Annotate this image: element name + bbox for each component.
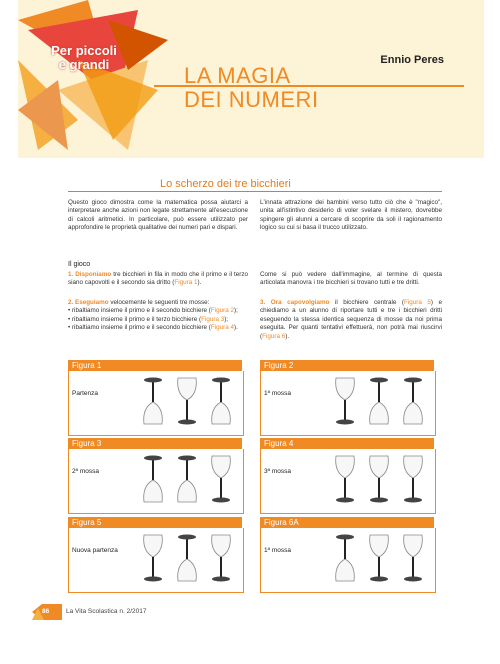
glass-upside-down-icon (144, 456, 163, 503)
glass-upside-down-icon (212, 378, 231, 425)
page-number: 86 (42, 608, 50, 615)
author-name: Ennio Peres (380, 54, 444, 66)
intro-right-paragraph: L'innata attrazione dei bambini verso tutto ciò che è "magico", unita all'istintivo desiderio di voler svelare il mistero, dovrebbe spingere gli alunni a cercare di scoprire da soli il ragionamento logico su cui si basa il trucco utilizzato. (260, 199, 442, 232)
section-title: Lo scherzo dei tre bicchieri (160, 178, 291, 190)
glass-upside-down-icon (404, 378, 423, 425)
figure-title: Figura 6A (260, 517, 434, 528)
glass-upright-icon (404, 456, 423, 503)
figure-title: Figura 3 (68, 438, 242, 449)
step1-paragraph: 1. Disponiamo tre bicchieri in fila in modo che il primo e il terzo siano capovolti e il secondo sia dritto (Figura 1). (68, 271, 248, 287)
figure-title: Figura 4 (260, 438, 434, 449)
glass-upside-down-icon (178, 535, 197, 582)
step2-paragraph: 2. Eseguiamo velocemente le seguenti tre mosse: • ribaltiamo insieme il primo e il secondo bicchiere (Figura 2); • ribaltiamo insieme il primo e il terzo bicchiere (Figura 3); • ribaltiamo insieme il primo e il secondo bicchiere (Figura 4). (68, 299, 248, 333)
glass-upside-down-icon (370, 378, 389, 425)
glass-upside-down-icon (336, 535, 355, 582)
subheading-il-gioco: Il gioco (68, 261, 91, 268)
figure-label: 1ª mossa (264, 547, 291, 554)
glass-upright-icon (336, 456, 355, 503)
magazine-issue: La Vita Scolastica n. 2/2017 (66, 608, 147, 615)
figure-title: Figura 2 (260, 360, 434, 371)
figure-label: Nuova partenza (72, 547, 118, 554)
glass-upright-icon (336, 378, 355, 425)
step3-paragraph: 3. Ora capovolgiamo il bicchiere centrale (Figura 5) e chiediamo a un alunno di riportare tutti e tre i bicchieri dritti eseguendo la stessa identica sequenza di mosse da noi prima eseguita. Per quanti tentativi effettuerà, non potrà mai riuscirvi (Figura 6). (260, 299, 442, 340)
section-divider (68, 191, 442, 192)
figure-label: 1ª mossa (264, 390, 291, 397)
glass-upright-icon (404, 535, 423, 582)
glasses-illustration (136, 533, 246, 585)
glasses-illustration (328, 454, 438, 506)
step2-item: • ribaltiamo insieme il primo e il terzo bicchiere (Figura 3); (68, 315, 229, 323)
page-title: LA MAGIA DEI NUMERI (154, 63, 484, 115)
glasses-illustration (136, 454, 246, 506)
figure-label: Partenza (72, 390, 99, 397)
step2-item: • ribaltiamo insieme il primo e il secondo bicchiere (Figura 2); (68, 307, 238, 315)
figure-title: Figura 1 (68, 360, 242, 371)
figure-label: 3ª mossa (264, 468, 291, 475)
glass-upright-icon (370, 535, 389, 582)
glass-upright-icon (370, 456, 389, 503)
glass-upright-icon (212, 456, 231, 503)
figure-title: Figura 5 (68, 517, 242, 528)
glass-upside-down-icon (178, 456, 197, 503)
header-banner (18, 0, 484, 158)
intro-left-paragraph: Questo gioco dimostra come la matematica possa aiutarci a interpretare anche azioni non legate strettamente all'esecuzione di calcoli aritmetici. In particolare, può essere utilizzato per approfondire le proprietà qualitative dei numeri pari e dispari. (68, 199, 248, 232)
glasses-illustration (328, 533, 438, 585)
badge-per-piccoli: Per piccoli e grandi (51, 43, 117, 72)
step2-item: • ribaltiamo insieme il primo e il secondo bicchiere (Figura 4). (68, 324, 238, 332)
figure-label: 2ª mossa (72, 468, 99, 475)
glass-upright-icon (212, 535, 231, 582)
glass-upright-icon (178, 378, 197, 425)
glass-upside-down-icon (144, 378, 163, 425)
glasses-illustration (136, 376, 246, 428)
step1-right-paragraph: Come si può vedere dall'immagine, al termine di questa articolata manovra i tre bicchieri si trovano tutti e tre dritti. (260, 271, 442, 287)
glass-upright-icon (144, 535, 163, 582)
glasses-illustration (328, 376, 438, 428)
